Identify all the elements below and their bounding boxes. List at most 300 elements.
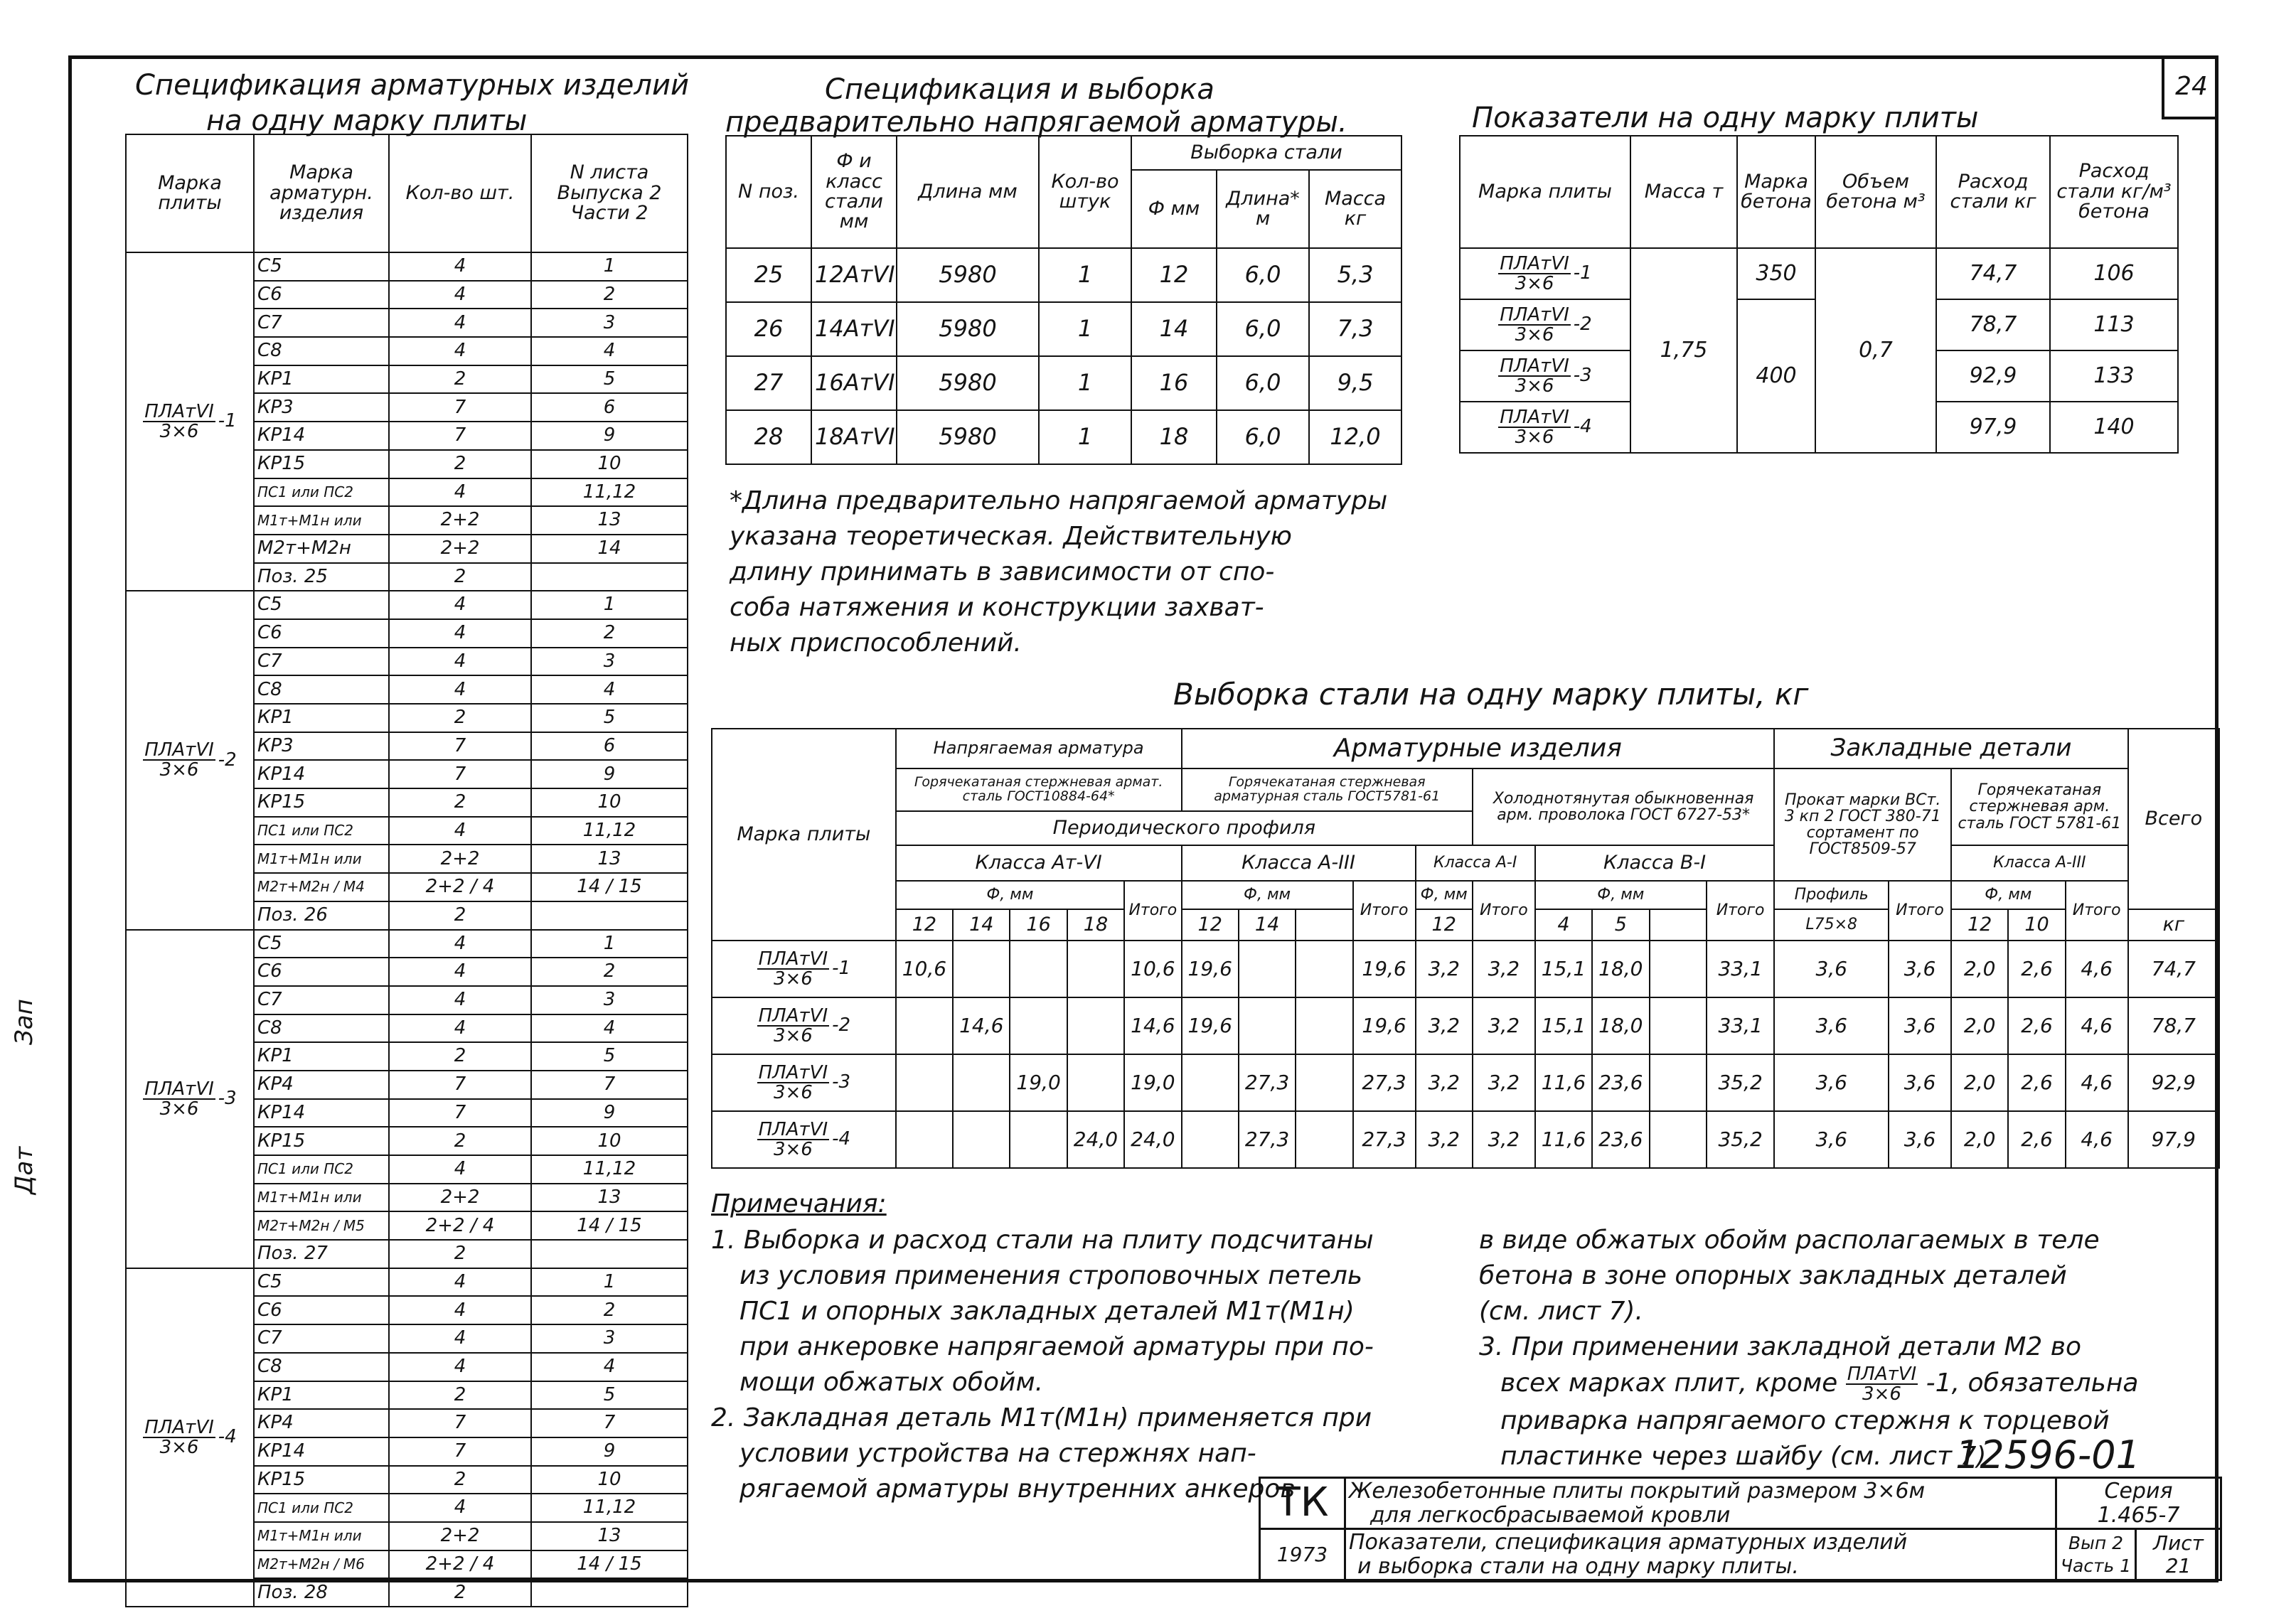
spec-left-sheet: 9: [531, 1437, 688, 1466]
sel-cell: 4,6: [2066, 1111, 2128, 1168]
spec-left-qty: 4: [389, 817, 531, 845]
plate-mark-num: ПЛАтVI: [144, 1078, 214, 1100]
spec-left-item: КР15: [254, 788, 389, 817]
sel-h-reinf-items: Арматурные изделия: [1182, 729, 1775, 768]
note-line: приварка напрягаемого стержня к торцевой: [1500, 1406, 2110, 1435]
spec-left-sheet: 5: [531, 365, 688, 394]
spec-left-sheet: 10: [531, 1127, 688, 1155]
sel-cell: 23,6: [1592, 1111, 1649, 1168]
prestress-title-2: предварительно напрягаемой арматуры.: [725, 106, 1347, 139]
note-text: -1, обязательна: [1926, 1368, 2139, 1398]
note-inline-mark: [1846, 1365, 1918, 1403]
spec-left-qty: 4: [389, 1268, 531, 1297]
plate-mark-num: ПЛАтVI: [1500, 355, 1569, 377]
note-line: в виде обжатых обойм располагаемых в теле: [1479, 1226, 2100, 1255]
spec-left-sheet: 5: [531, 1381, 688, 1410]
plate-mark-den: 3×6: [159, 1436, 199, 1458]
plate-mark-num: ПЛАтVI: [1500, 253, 1569, 274]
sel-cell: 3,6: [1774, 941, 1889, 997]
steel-selection-title: Выборка стали на одну марку плиты, кг: [1173, 677, 1809, 712]
spec-left-qty: 2: [389, 1466, 531, 1494]
footnote-line: *Длина предварительно напрягаемой арматуры: [730, 486, 1388, 515]
sel-h-itogo-at: Итого: [1124, 881, 1181, 941]
prestress-cell: 1: [1039, 410, 1131, 464]
prestress-table: [725, 135, 1402, 465]
plate-mark: [143, 1080, 236, 1118]
spec-left-sheet: 13: [531, 845, 688, 873]
plate-mark: [1498, 255, 1591, 293]
sel-cell: 19,6: [1182, 997, 1239, 1054]
prestress-cell: 14АтVI: [811, 302, 897, 356]
spec-left-sheet: 4: [531, 1014, 688, 1043]
plate-mark: [757, 1064, 850, 1102]
sel-cell: [1067, 997, 1124, 1054]
sel-cell: 4,6: [2066, 997, 2128, 1054]
prestress-footnote: [730, 483, 1387, 661]
prestress-cell: 6,0: [1217, 302, 1309, 356]
sel-cell-empty: [1296, 941, 1352, 997]
sel-cell: 3,6: [1774, 997, 1889, 1054]
spec-left-sheet: [531, 1240, 688, 1268]
spec-left-qty: 2: [389, 788, 531, 817]
spec-left-item: КР4: [254, 1409, 389, 1437]
sel-h-class-a3-emb: Класса А-III: [1951, 845, 2128, 881]
spec-left-sheet: 11,12: [531, 1155, 688, 1184]
note-line: при анкеровке напрягаемой арматуры при по-: [739, 1332, 1374, 1361]
sel-h-class-a3: Класса А-III: [1182, 845, 1416, 881]
note-line: мощи обжатых обойм.: [739, 1368, 1044, 1397]
spec-left-qty: 2: [389, 1578, 531, 1607]
prestress-cell: 5,3: [1309, 248, 1401, 302]
sel-cell: 3,2: [1416, 997, 1473, 1054]
spec-left-item: М2т+М2н: [254, 535, 389, 563]
sel-cell: [896, 997, 953, 1054]
sel-cell: [1239, 997, 1296, 1054]
spec-left-row: [126, 252, 688, 281]
sel-cell: 3,2: [1416, 941, 1473, 997]
spec-left-item: С5: [254, 930, 389, 958]
sel-cell: 27,3: [1353, 1111, 1416, 1168]
note-line: из условия применения строповочных петель: [739, 1261, 1363, 1290]
sel-cell: 74,7: [2128, 941, 2219, 997]
spec-left-mark: [126, 591, 254, 929]
steel-selection-row: [712, 997, 2219, 1054]
prestress-h-selection: Выборка стали: [1131, 136, 1401, 170]
spec-left-item: ПС1 или ПС2: [254, 817, 389, 845]
ind-steel: 74,7: [1936, 248, 2050, 299]
sel-cell: 19,6: [1182, 941, 1239, 997]
sel-h-hotrolled-3: Горячекатаная стержневая арм. сталь ГОСТ 5781-61: [1951, 768, 2128, 845]
margin-label-date: Дат: [10, 1146, 38, 1194]
sel-cell: 18,0: [1592, 997, 1649, 1054]
spec-left-sheet: 7: [531, 1071, 688, 1099]
spec-left-item: С5: [254, 252, 389, 281]
plate-mark-num: ПЛАтVI: [144, 1416, 214, 1438]
spec-left-qty: 4: [389, 281, 531, 309]
spec-left-qty: 2: [389, 450, 531, 478]
ind-perm3: 140: [2050, 402, 2178, 453]
prestress-h-lenm: Длина* м: [1217, 170, 1309, 248]
spec-left-qty: 2+2: [389, 1184, 531, 1212]
spec-left-qty: 4: [389, 591, 531, 619]
spec-left-item: КР3: [254, 732, 389, 761]
spec-left-item: КР1: [254, 1381, 389, 1410]
plate-mark-suffix: -2: [832, 1014, 851, 1037]
spec-left-sheet: 3: [531, 648, 688, 676]
spec-left-item: М1т+М1н или: [254, 845, 389, 873]
stamp-issue-value: Часть 1: [2060, 1555, 2132, 1576]
ind-mass: 1,75: [1630, 248, 1737, 453]
spec-left-sheet: 5: [531, 704, 688, 732]
sel-profile-size: L75×8: [1774, 909, 1889, 941]
stamp-series: [2056, 1478, 2221, 1529]
spec-left-sheet: [531, 1578, 688, 1607]
sel-h-itogo-rolled: Итого: [1889, 881, 1951, 941]
sheet-number: 24: [2175, 71, 2208, 101]
prestress-h-mass: Масса кг: [1309, 170, 1401, 248]
spec-left-qty: 4: [389, 1324, 531, 1353]
spec-left-qty: 4: [389, 648, 531, 676]
title-block: [1259, 1477, 2222, 1581]
frac-num: ПЛАтVI: [1847, 1364, 1917, 1385]
spec-left-qty: 4: [389, 1353, 531, 1381]
spec-left-item: С5: [254, 591, 389, 619]
sel-cell: 97,9: [2128, 1111, 2219, 1168]
plate-mark-den: 3×6: [773, 1025, 813, 1046]
plate-mark-num: ПЛАтVI: [758, 1005, 828, 1027]
plate-mark-num: ПЛАтVI: [758, 948, 828, 970]
sel-h-class-b1: Класса В-I: [1535, 845, 1775, 881]
spec-left-qty: 4: [389, 252, 531, 281]
spec-left-sheet: 14 / 15: [531, 873, 688, 901]
prestress-cell: 26: [726, 302, 811, 356]
sel-cell: 3,6: [1889, 941, 1951, 997]
steel-selection-row: [712, 941, 2219, 997]
sel-cell: [896, 1111, 953, 1168]
spec-left-item: ПС1 или ПС2: [254, 1155, 389, 1184]
spec-left-sheet: 2: [531, 958, 688, 986]
indicators-table: [1459, 135, 2179, 454]
spec-left-sheet: 14 / 15: [531, 1211, 688, 1240]
plate-mark-den: 3×6: [1515, 427, 1554, 448]
plate-mark-den: 3×6: [1515, 324, 1554, 346]
spec-left-sheet: 5: [531, 1042, 688, 1071]
spec-left-title-1: Спецификация арматурных изделий: [135, 69, 689, 102]
ind-h-perm3: Расход стали кг/м³ бетона: [2050, 136, 2178, 248]
sel-cell: 3,6: [1774, 1111, 1889, 1168]
plate-mark-den: 3×6: [773, 1139, 813, 1160]
plate-mark-num: ПЛАтVI: [144, 739, 214, 761]
sel-cell: 4,6: [2066, 941, 2128, 997]
sel-h-dia-emb: Ф, мм: [1951, 881, 2066, 909]
spec-left-item: С6: [254, 619, 389, 648]
sel-cell: 2,6: [2008, 1111, 2065, 1168]
sel-cell: 2,0: [1951, 1111, 2008, 1168]
spec-left-sheet: 3: [531, 309, 688, 337]
spec-left-item: С7: [254, 1324, 389, 1353]
sel-cell: 10,6: [1124, 941, 1181, 997]
spec-left-qty: 2: [389, 901, 531, 930]
spec-left-item: М1т+М1н или: [254, 1522, 389, 1550]
sel-h-prestressed: Напрягаемая арматура: [896, 729, 1182, 768]
prestress-cell: 5980: [897, 302, 1039, 356]
spec-left-item: С5: [254, 1268, 389, 1297]
sel-cell: 2,0: [1951, 997, 2008, 1054]
spec-left-item: С6: [254, 958, 389, 986]
prestress-row: [726, 410, 1401, 464]
plate-mark-fraction: [757, 1007, 830, 1045]
sel-cell: 24,0: [1067, 1111, 1124, 1168]
plate-mark-den: 3×6: [773, 1082, 813, 1103]
spec-left-sheet: 9: [531, 760, 688, 788]
prestress-cell: 12: [1131, 248, 1217, 302]
plate-mark: [143, 1418, 236, 1457]
plate-mark-suffix: -3: [1573, 365, 1592, 387]
spec-left-item: М2т+М2н / М4: [254, 873, 389, 901]
spec-left-mark: [126, 1268, 254, 1607]
note-line: пластинке через шайбу (см. лист 7): [1500, 1442, 1987, 1471]
plate-mark-num: ПЛАтVI: [1500, 304, 1569, 326]
plate-mark-den: 3×6: [1515, 273, 1554, 294]
sel-dia-at: 16: [1010, 909, 1067, 941]
prestress-cell: 27: [726, 356, 811, 410]
prestress-h-steel: Ф и класс стали мм: [811, 136, 897, 248]
steel-selection-row: [712, 1054, 2219, 1111]
spec-left-qty: 2: [389, 1381, 531, 1410]
plate-mark-suffix: -2: [218, 749, 237, 771]
spec-left-qty: 4: [389, 958, 531, 986]
sel-dia-emb: 10: [2008, 909, 2065, 941]
sel-h-itogo-b1: Итого: [1707, 881, 1774, 941]
ind-volume: 0,7: [1815, 248, 1936, 453]
spec-left-sheet: 4: [531, 675, 688, 704]
stamp-org: ТК: [1260, 1478, 1345, 1529]
spec-left-mark: [126, 252, 254, 591]
sel-h-dia-at: Ф, мм: [896, 881, 1124, 909]
spec-left-item: С6: [254, 1296, 389, 1324]
plate-mark-suffix: -3: [832, 1071, 851, 1093]
sel-cell: [1182, 1111, 1239, 1168]
ind-h-concrete: Марка бетона: [1737, 136, 1815, 248]
spec-left-item: ПС1 или ПС2: [254, 1494, 389, 1522]
ind-mark: [1460, 402, 1630, 453]
spec-left-qty: 2+2: [389, 506, 531, 535]
prestress-cell: 6,0: [1217, 410, 1309, 464]
sel-cell: [1067, 941, 1124, 997]
plate-mark: [143, 402, 236, 441]
sel-h-class-at: Класса Ат-VI: [896, 845, 1182, 881]
spec-left-h-mark: Марка плиты: [126, 134, 254, 252]
plate-mark-suffix: -3: [218, 1087, 237, 1109]
note-line: 2. Закладная деталь М1т(М1н) применяется при: [711, 1403, 1372, 1432]
note-line-with-fraction: [1479, 1365, 2138, 1403]
plate-mark-suffix: -4: [1573, 416, 1592, 438]
sel-cell-empty: [1296, 1054, 1352, 1111]
plate-mark-fraction: [143, 741, 215, 779]
prestress-cell: 14: [1131, 302, 1217, 356]
spec-left-qty: 4: [389, 675, 531, 704]
spec-left-item: М2т+М2н / М6: [254, 1550, 389, 1579]
spec-left-qty: 7: [389, 1099, 531, 1127]
spec-left-sheet: 13: [531, 506, 688, 535]
spec-left-item: С8: [254, 1014, 389, 1043]
sel-cell: 19,6: [1353, 997, 1416, 1054]
spec-left-sheet: 11,12: [531, 478, 688, 507]
sel-cell: 27,3: [1353, 1054, 1416, 1111]
sel-cell: 35,2: [1707, 1054, 1774, 1111]
plate-mark-den: 3×6: [1515, 375, 1554, 397]
spec-left-qty: 4: [389, 1014, 531, 1043]
sel-h-itogo-a3: Итого: [1353, 881, 1416, 941]
sel-cell-empty: [1650, 1111, 1707, 1168]
stamp-series-label: Серия: [2104, 1478, 2173, 1504]
prestress-cell: 5980: [897, 248, 1039, 302]
spec-left-item: С6: [254, 281, 389, 309]
plate-mark-num: ПЛАтVI: [144, 401, 214, 423]
spec-left-item: КР15: [254, 1466, 389, 1494]
spec-left-sheet: 1: [531, 1268, 688, 1297]
prestress-cell: 1: [1039, 356, 1131, 410]
plate-mark: [757, 1120, 850, 1159]
sel-cell: 3,6: [1889, 997, 1951, 1054]
prestress-cell: 9,5: [1309, 356, 1401, 410]
indicators-title: Показатели на одну марку плиты: [1472, 102, 1979, 134]
footnote-line: длину принимать в зависимости от спо-: [730, 557, 1275, 586]
plate-mark: [757, 950, 850, 988]
spec-left-qty: 7: [389, 732, 531, 761]
spec-left-title-2: на одну марку плиты: [206, 105, 528, 137]
spec-left-qty: 2+2 / 4: [389, 873, 531, 901]
ind-mark: [1460, 299, 1630, 350]
stamp-issue-label: Вып 2: [2068, 1532, 2124, 1553]
plate-mark-suffix: -1: [218, 410, 237, 432]
sel-h-hotrolled-2: Горячекатаная стержневая арматурная сталь ГОСТ5781-61: [1182, 768, 1473, 811]
spec-left-table: [125, 134, 688, 1607]
spec-left-row: [126, 930, 688, 958]
sel-h-rolled: Прокат марки ВСт. 3 кп 2 ГОСТ 380-71 сортамент по ГОСТ8509-57: [1774, 768, 1951, 881]
stamp-title: [1345, 1478, 2056, 1529]
stamp-subtitle: [1345, 1529, 2056, 1580]
spec-left-qty: 7: [389, 1071, 531, 1099]
plate-mark-fraction: [757, 950, 830, 988]
spec-left-qty: 4: [389, 619, 531, 648]
sel-cell: 3,2: [1473, 941, 1535, 997]
plate-mark-fraction: [757, 1120, 830, 1159]
sel-cell: [1010, 997, 1067, 1054]
sel-cell: 2,0: [1951, 941, 2008, 997]
plate-mark: [1498, 408, 1591, 446]
prestress-cell: 6,0: [1217, 356, 1309, 410]
sel-mark: [712, 1111, 896, 1168]
sel-cell: 11,6: [1535, 1054, 1592, 1111]
plate-mark-fraction: [143, 1080, 215, 1118]
spec-left-item: С7: [254, 986, 389, 1014]
prestress-h-pos: N поз.: [726, 136, 811, 248]
prestress-h-dia: Ф мм: [1131, 170, 1217, 248]
spec-left-sheet: 6: [531, 732, 688, 761]
spec-left-qty: 2+2: [389, 845, 531, 873]
ind-perm3: 106: [2050, 248, 2178, 299]
spec-left-item: КР14: [254, 760, 389, 788]
spec-left-qty: 4: [389, 478, 531, 507]
spec-left-item: КР14: [254, 422, 389, 450]
sel-cell: 3,6: [1889, 1111, 1951, 1168]
prestress-title-1: Спецификация и выборка: [825, 73, 1214, 106]
sel-h-embedded: Закладные детали: [1774, 729, 2127, 768]
sel-cell: 15,1: [1535, 941, 1592, 997]
sel-dia-at: 18: [1067, 909, 1124, 941]
frac-den: 3×6: [1862, 1383, 1901, 1405]
ind-h-mark: Марка плиты: [1460, 136, 1630, 248]
sel-dia-a1: 12: [1416, 909, 1473, 941]
prestress-cell: 18: [1131, 410, 1217, 464]
prestress-cell: 5980: [897, 410, 1039, 464]
spec-left-item: М2т+М2н / М5: [254, 1211, 389, 1240]
spec-left-item: Поз. 26: [254, 901, 389, 930]
spec-left-qty: 4: [389, 1296, 531, 1324]
stamp-sheet: [2136, 1529, 2221, 1580]
prestress-cell: 6,0: [1217, 248, 1309, 302]
note-text: всех марках плит, кроме: [1500, 1368, 1838, 1398]
spec-left-sheet: 9: [531, 422, 688, 450]
sel-h-profile: Профиль: [1774, 881, 1889, 909]
plate-mark-suffix: -2: [1573, 314, 1592, 336]
spec-left-qty: 4: [389, 986, 531, 1014]
sel-cell: 3,6: [1774, 1054, 1889, 1111]
plate-mark: [143, 741, 236, 779]
plate-mark-fraction: [1498, 255, 1571, 293]
spec-left-qty: 2: [389, 1127, 531, 1155]
ind-steel: 97,9: [1936, 402, 2050, 453]
stamp-subtitle-2: и выборка стали на одну марку плиты.: [1357, 1553, 1799, 1579]
stamp-title-1: Железобетонные плиты покрытий размером 3×6м: [1349, 1478, 1926, 1504]
sel-cell: [1182, 1054, 1239, 1111]
sel-cell: [1010, 1111, 1067, 1168]
ind-h-volume: Объем бетона м³: [1815, 136, 1936, 248]
sel-cell-empty: [1650, 1054, 1707, 1111]
plate-mark-fraction: [757, 1064, 830, 1102]
sel-cell: 78,7: [2128, 997, 2219, 1054]
footnote-line: ных приспособлений.: [730, 628, 1022, 658]
ind-steel: 78,7: [1936, 299, 2050, 350]
note-line: (см. лист 7).: [1479, 1297, 1643, 1326]
sel-total-unit: кг: [2128, 909, 2219, 941]
sel-cell: 27,3: [1239, 1054, 1296, 1111]
spec-left-qty: 2: [389, 704, 531, 732]
spec-left-row: [126, 1268, 688, 1297]
spec-left-sheet: 2: [531, 281, 688, 309]
spec-left-item: Поз. 27: [254, 1240, 389, 1268]
sel-cell: 3,2: [1473, 1054, 1535, 1111]
prestress-cell: 1: [1039, 248, 1131, 302]
sel-dia-a3-empty: [1296, 909, 1352, 941]
spec-left-item: М1т+М1н или: [254, 506, 389, 535]
sel-cell-empty: [1650, 941, 1707, 997]
spec-left-sheet: 13: [531, 1184, 688, 1212]
sel-cell: 3,2: [1473, 997, 1535, 1054]
sel-cell: 24,0: [1124, 1111, 1181, 1168]
sel-cell: [1067, 1054, 1124, 1111]
spec-left-sheet: 9: [531, 1099, 688, 1127]
plate-mark-suffix: -4: [218, 1426, 237, 1448]
sel-dia-a3: 14: [1239, 909, 1296, 941]
plate-mark-fraction: [143, 1418, 215, 1457]
prestress-cell: 16: [1131, 356, 1217, 410]
stamp-title-2: для легкосбрасываемой кровли: [1370, 1502, 1731, 1528]
spec-left-sheet: 10: [531, 450, 688, 478]
ind-h-mass: Масса т: [1630, 136, 1737, 248]
sel-h-periodic: Периодического профиля: [896, 811, 1473, 845]
